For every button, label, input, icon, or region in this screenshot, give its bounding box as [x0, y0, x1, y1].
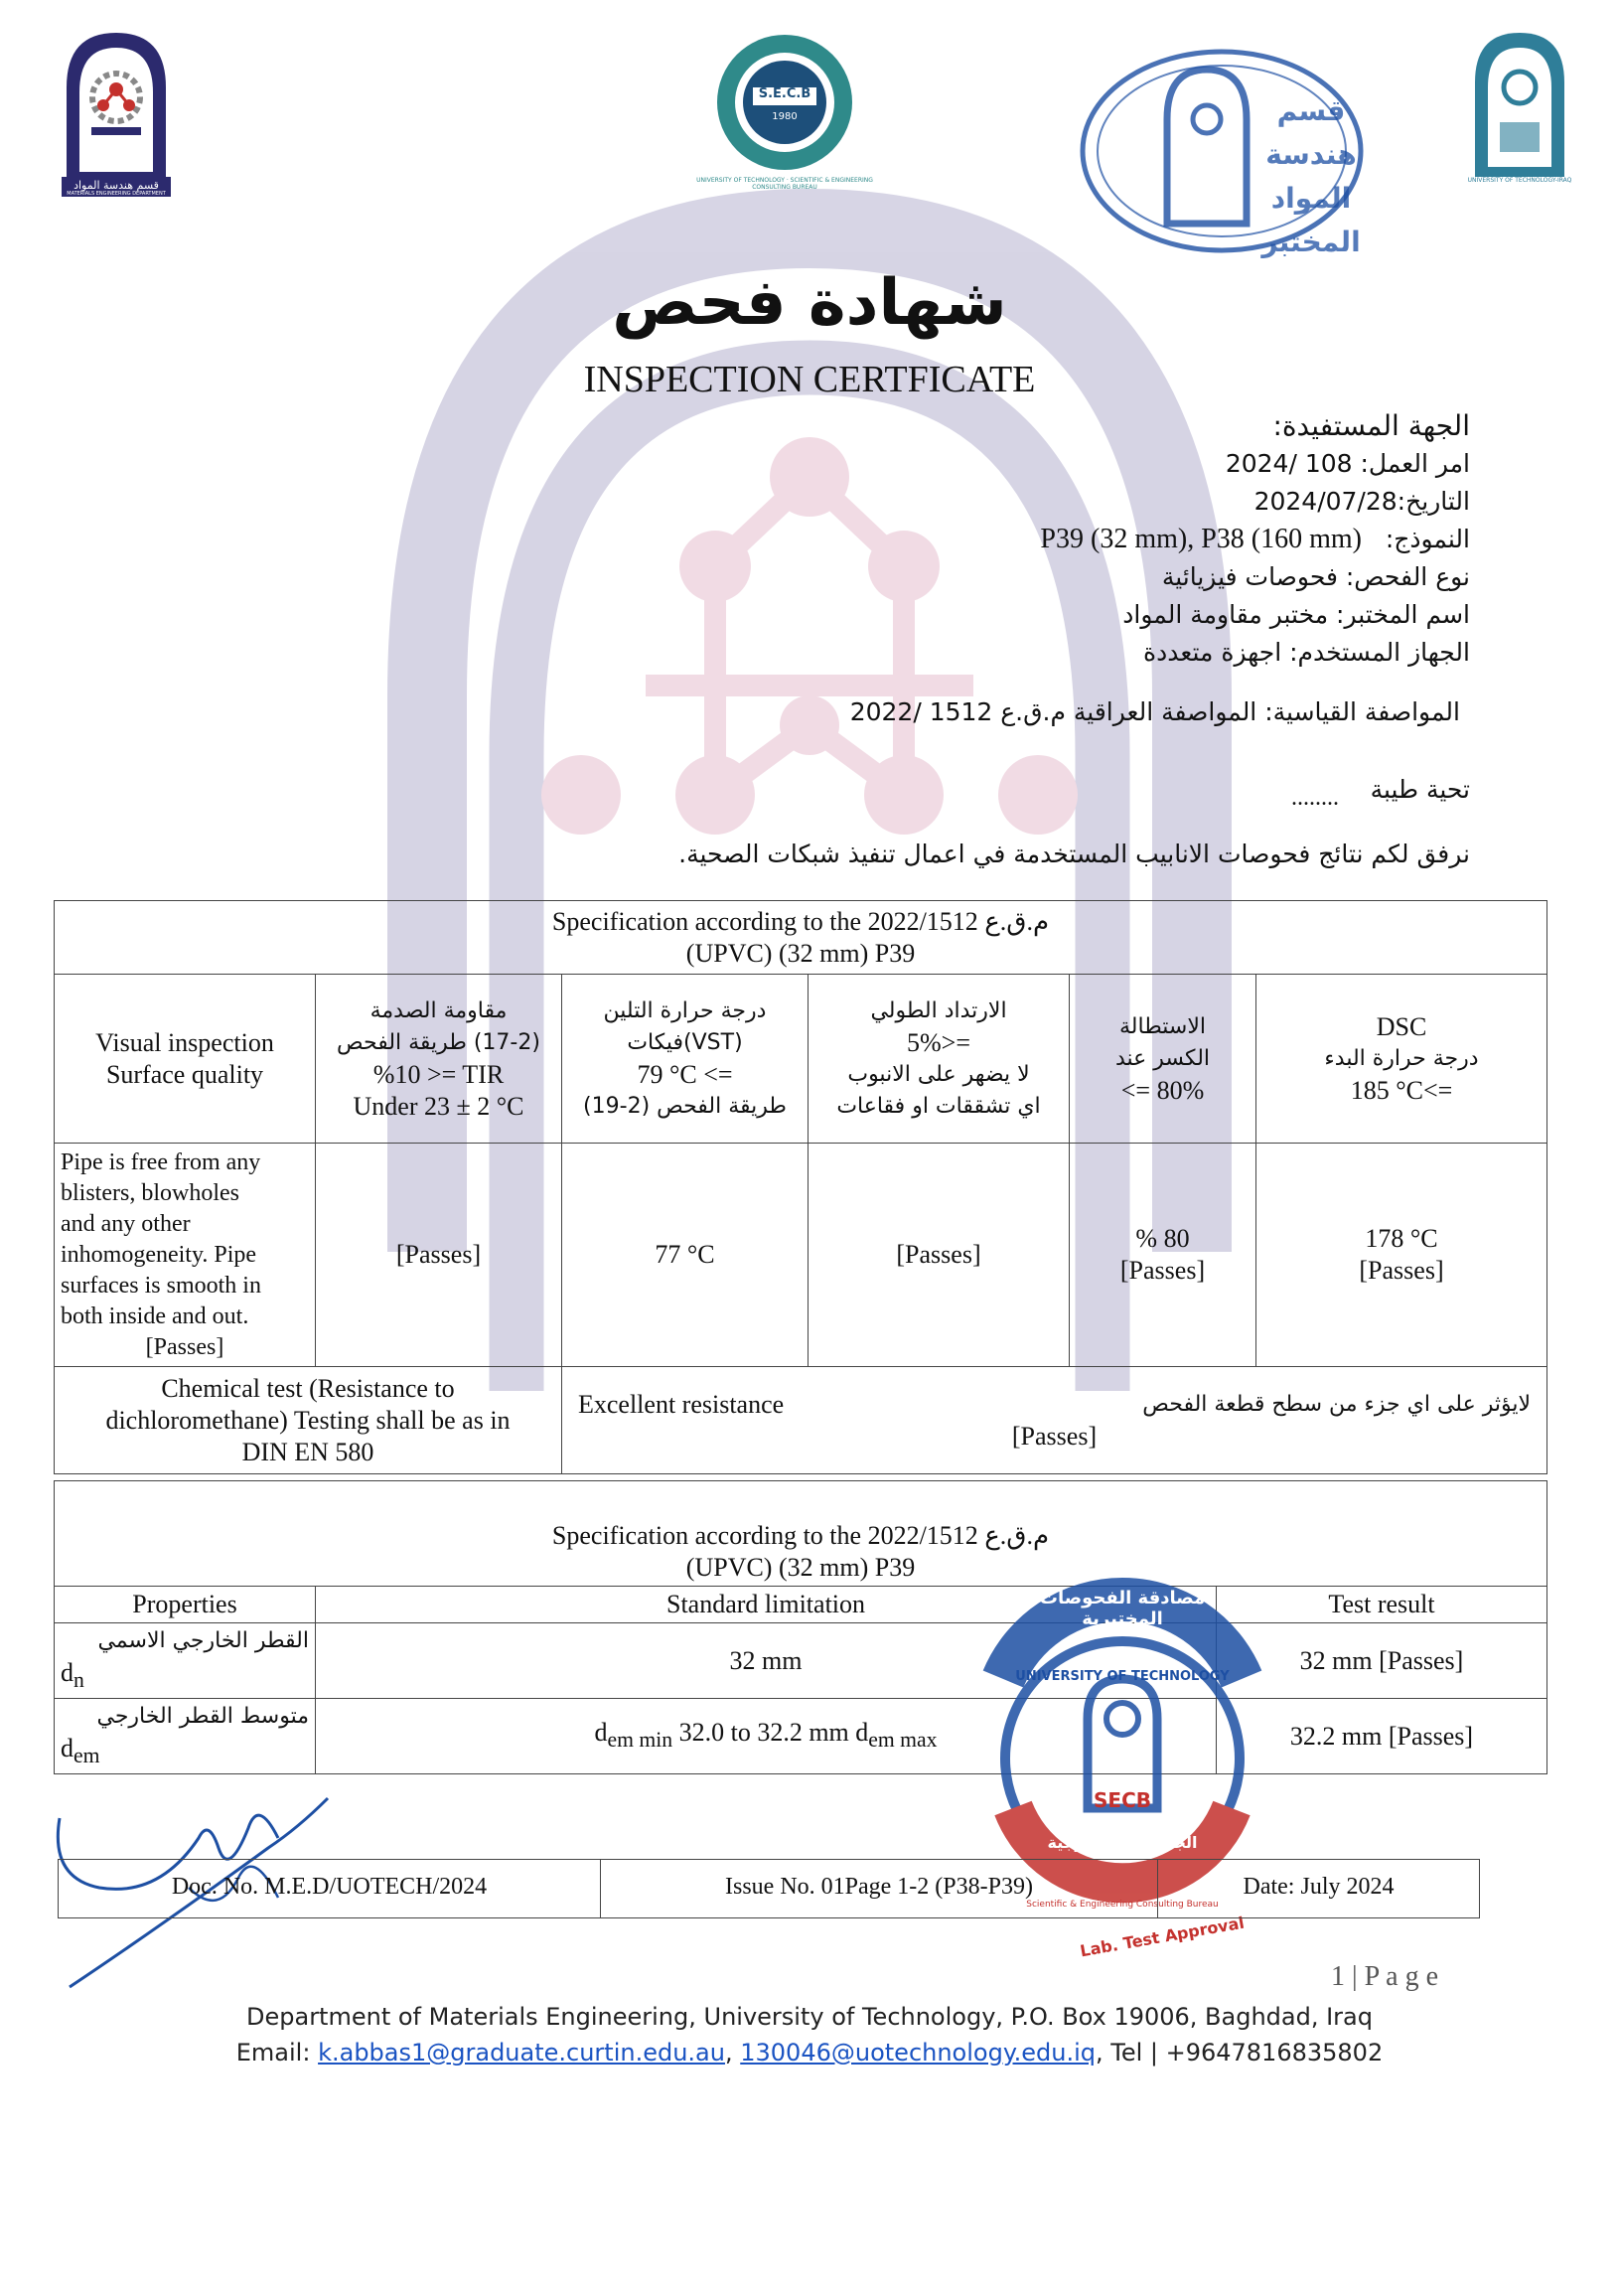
work-order: امر العمل: 108 /2024 — [1225, 449, 1470, 478]
secb-seal-icon — [713, 28, 856, 177]
result-visual-line: inhomogeneity. Pipe — [61, 1241, 257, 1268]
header-reversion-ar3: لا يضهر على الانبوب — [847, 1061, 1030, 1087]
result-reversion: [Passes] — [809, 1144, 1070, 1367]
chemical-passes: [Passes] — [1011, 1421, 1098, 1451]
greeting: تحية طيبة — [1370, 775, 1470, 804]
header-reversion-l2: 5%>= — [907, 1027, 970, 1057]
header-vst — [562, 975, 809, 1144]
result-elongation — [1070, 1144, 1256, 1367]
standard: المواصفة القياسية: المواصفة العراقية م.ق.ع 1512 /2022 — [849, 697, 1460, 726]
header-reversion — [809, 975, 1070, 1144]
header-reversion-ar1: الارتداد الطولي — [870, 997, 1007, 1023]
header-visual-l2: Surface quality — [105, 1059, 264, 1089]
university-logo-icon — [1470, 28, 1569, 187]
result-visual — [55, 1144, 316, 1367]
header-elongation — [1070, 975, 1256, 1144]
header-elongation-ar2: الكسر عند — [1114, 1045, 1211, 1071]
department-stamp-text: قسم هندسة المواد المختبر — [1261, 94, 1361, 258]
table1-spec-line2: (UPVC) (32 mm) P39 — [685, 938, 916, 968]
col-properties: Properties — [55, 1587, 316, 1623]
header-impact — [316, 975, 562, 1144]
standard-mean-post-sub: em max — [868, 1728, 938, 1753]
prop-nominal-sym: d — [61, 1658, 74, 1687]
chemical-label-line: dichloromethane) Testing shall be as in — [105, 1405, 511, 1435]
col-result: Test result — [1217, 1587, 1547, 1623]
header-vst-ar2: (VST)فيكات — [627, 1029, 743, 1055]
header-impact-ar2: (17-2) طريقة الفحص — [337, 1029, 540, 1055]
results-table — [54, 900, 1547, 1474]
approval-stamp-ring: UNIVERSITY OF TECHNOLOGY — [1015, 1669, 1230, 1684]
address-line: Department of Materials Engineering, University of Technology, P.O. Box 19006, Baghdad, Iraq — [246, 2003, 1373, 2031]
seal-center-text: S.E.C.B — [758, 86, 811, 101]
result-visual-line: both inside and out. — [61, 1302, 249, 1329]
header-visual-l1: Visual inspection — [95, 1027, 274, 1057]
table2-spec — [55, 1481, 1547, 1587]
result-dsc-pass: [Passes] — [1359, 1256, 1444, 1285]
result-elongation-pass: [Passes] — [1119, 1256, 1206, 1285]
certificate-meta — [656, 407, 1470, 672]
model-value: P39 (32 mm), P38 (160 mm) — [1040, 524, 1362, 554]
prop-nominal-diameter — [55, 1623, 316, 1699]
materials-department-logo — [62, 28, 171, 197]
header-impact-ar1: مقاومة الصدمة — [369, 997, 508, 1023]
result-dsc — [1256, 1144, 1547, 1367]
model-label: النموذج: — [1385, 525, 1470, 553]
result-elongation-value: % 80 — [1135, 1224, 1190, 1253]
table2-spec-line1: Specification according to the 2022/1512 م.ق.ع — [551, 1521, 1050, 1550]
approval-stamp-bottom-ar: الجامعة التكنولوجية — [1047, 1833, 1198, 1852]
header-impact-l4: Under 23 ± 2 °C — [353, 1091, 524, 1121]
standard-mean-mid: 32.0 to 32.2 mm d — [678, 1718, 869, 1748]
header-vst-ar4: طريقة الفحص (2-19) — [583, 1093, 787, 1119]
dimensions-table — [54, 1480, 1547, 1774]
approval-stamp-bottom-en: Scientific & Engineering Consulting Bureau — [1026, 1900, 1219, 1910]
contact-line — [0, 2039, 1619, 2066]
chemical-test-result — [562, 1367, 1547, 1474]
standard-mean-pre-sub: em min — [607, 1728, 673, 1753]
header-vst-ar1: درجة حرارة التلين — [603, 997, 767, 1023]
header-elongation-ar1: الاستطالة — [1119, 1013, 1206, 1039]
date: التاريخ:2024/07/28 — [1253, 487, 1470, 516]
chemical-test-label — [55, 1367, 562, 1474]
standard-mean-pre: d — [594, 1718, 608, 1748]
table2-spec-line2: (UPVC) (32 mm) P39 — [685, 1553, 916, 1582]
header-dsc-ar2: درجة حرارة البدء — [1324, 1045, 1479, 1071]
lab-name: اسم المختبر: مختبر مقاومة المواد — [1122, 600, 1470, 629]
seal-center-year: 1980 — [772, 111, 798, 122]
left-logo-caption: قسم هندسة المواد — [74, 179, 159, 192]
beneficiary: الجهة المستفيدة: — [1272, 409, 1470, 442]
prop-mean-sub: em — [74, 1744, 100, 1768]
email-link-2[interactable]: 130046@uotechnology.edu.iq — [740, 2039, 1096, 2066]
prop-mean-ar: متوسط القطر الخارجي — [96, 1704, 309, 1730]
chemical-result-en: Excellent resistance — [578, 1389, 785, 1419]
header-dsc-l1: DSC — [1376, 1011, 1427, 1041]
result-vst: 77 °C — [562, 1144, 809, 1367]
university-logo-caption: UNIVERSITY OF TECHNOLOGY-IRAQ — [1467, 177, 1572, 184]
chemical-label-line: DIN EN 580 — [241, 1437, 374, 1466]
result-visual-line: surfaces is smooth in — [61, 1272, 261, 1299]
result-mean: 32.2 mm [Passes] — [1217, 1699, 1547, 1774]
approval-stamp-top: مصادقة الفحوصات المختبرية — [1039, 1588, 1206, 1629]
result-visual-line: blisters, blowholes — [61, 1179, 239, 1206]
email-separator: , — [724, 2039, 741, 2066]
test-type: نوع الفحص: فحوصات فيزيائية — [1161, 562, 1470, 591]
result-dsc-value: 178 °C — [1365, 1224, 1438, 1253]
chemical-label-line: Chemical test (Resistance to — [161, 1373, 455, 1403]
table1-spec-line1: Specification according to the 2022/1512 م.ق.ع — [551, 906, 1050, 936]
document-footer — [58, 1859, 1480, 1918]
issue-date: Date: July 2024 — [1243, 1874, 1395, 1900]
header-visual — [55, 975, 316, 1144]
standard-nominal: 32 mm — [316, 1623, 1217, 1699]
seal-center-ring: UNIVERSITY OF TECHNOLOGY · SCIENTIFIC & ENGINEERING CONSULTING BUREAU — [696, 177, 873, 191]
header-dsc-l3: 185 °C<= — [1350, 1075, 1453, 1105]
model — [656, 521, 1470, 558]
page-number: 1 | P a g e — [1331, 1961, 1438, 1992]
title-english: INSPECTION CERTFICATE — [583, 359, 1036, 400]
email-link-1[interactable]: k.abbas1@graduate.curtin.edu.au — [318, 2039, 725, 2066]
header-vst-l3: 79 °C <= — [637, 1059, 733, 1089]
email-label: Email: — [235, 2039, 319, 2066]
chemical-result-ar: لايؤثر على اي جزء من سطح قطعة الفحص — [1142, 1391, 1531, 1417]
prop-nominal-sub: n — [74, 1668, 84, 1693]
prop-mean-sym: d — [61, 1734, 74, 1763]
result-nominal: 32 mm [Passes] — [1217, 1623, 1547, 1699]
result-visual-line: Pipe is free from any — [61, 1148, 261, 1175]
approval-stamp-center: SECB — [1094, 1788, 1151, 1812]
device: الجهاز المستخدم: اجهزة متعددة — [1143, 638, 1470, 667]
left-logo-caption-en: MATERIALS ENGINEERING DEPARTMENT — [67, 191, 166, 197]
title-arabic: شهادة فحص — [612, 266, 1007, 340]
header-impact-l3: %10 >= TIR — [372, 1059, 505, 1089]
table1-spec — [55, 901, 1547, 975]
result-visual-line: [Passes] — [145, 1333, 224, 1360]
greeting-dots: ........ — [1291, 785, 1339, 811]
result-impact: [Passes] — [316, 1144, 562, 1367]
issue-number: Issue No. 01Page 1-2 (P38-P39) — [601, 1860, 1158, 1917]
header-dsc — [1256, 975, 1547, 1144]
doc-number: Doc. No. M.E.D/UOTECH/2024 — [59, 1860, 601, 1917]
prop-nominal-ar: القطر الخارجي الاسمي — [97, 1628, 309, 1653]
header-elongation-l3: <= 80% — [1120, 1075, 1205, 1105]
phone: , Tel | +9647816835802 — [1095, 2039, 1384, 2066]
col-standard: Standard limitation — [316, 1587, 1217, 1623]
header-reversion-ar4: اي تشققات او فقاعات — [836, 1093, 1041, 1119]
result-visual-line: and any other — [61, 1210, 191, 1237]
intro: نرفق لكم نتائج فحوصات الانابيب المستخدمة في اعمال تنفيذ شبكات الصحية. — [678, 840, 1470, 868]
approval-stamp-label: Lab. Test Approval — [1078, 1913, 1247, 1961]
